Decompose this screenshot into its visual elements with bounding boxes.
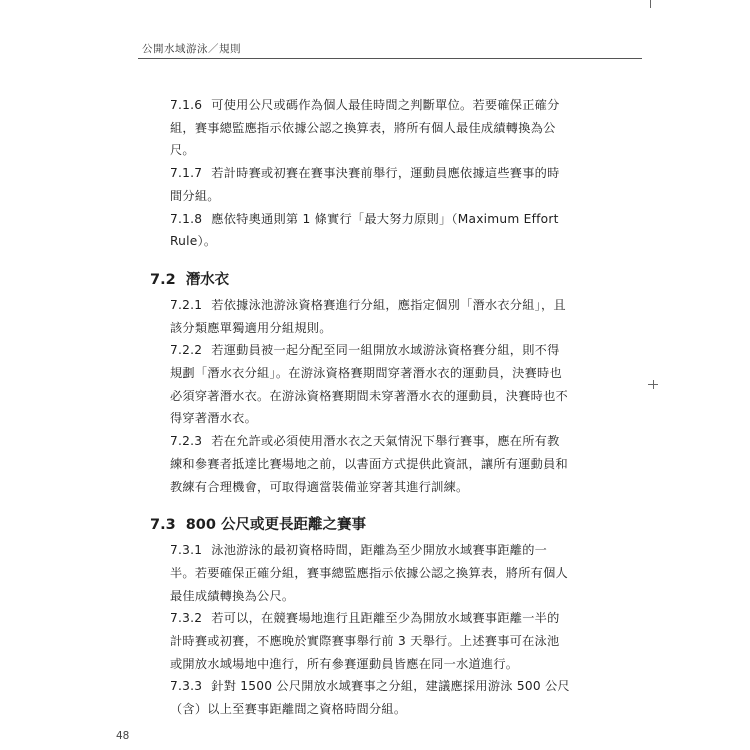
- rule-item: [150, 208, 570, 253]
- header-rule: [138, 58, 642, 59]
- rule-item: [150, 607, 570, 675]
- page-body: [150, 94, 570, 721]
- section-number: 7.2: [150, 271, 176, 288]
- rule-number: 7.3.2: [170, 611, 203, 626]
- rule-text: 針對 1500 公尺開放水域賽事之分組，建議應採用游泳 500 公尺（含）以上至賽事距離間之資格時間分組。: [170, 679, 570, 717]
- rule-item: [150, 94, 570, 162]
- rule-number: 7.1.8: [170, 211, 203, 226]
- rule-item: [150, 430, 570, 498]
- rule-number: 7.2.1: [170, 297, 203, 312]
- rule-number: 7.2.3: [170, 434, 203, 449]
- section-heading: [150, 514, 570, 536]
- rule-text: 若依據泳池游泳資格賽進行分組，應指定個別「潛水衣分組」，且該分類應單獨適用分組規則。: [170, 297, 566, 335]
- rule-text: 可使用公尺或碼作為個人最佳時間之判斷單位。若要確保正確分組，賽事總監應指示依據公認之換算表，將所有個人最佳成績轉換為公尺。: [170, 98, 560, 158]
- rule-item: [150, 675, 570, 720]
- rule-text: 若在允許或必須使用潛水衣之天氣情況下舉行賽事，應在所有教練和參賽者抵達比賽場地之前，以書面方式提供此資訊，讓所有運動員和教練有合理機會，可取得適當裝備並穿著其進行訓練。: [170, 434, 568, 494]
- rule-text: 若運動員被一起分配至同一組開放水域游泳資格賽分組，則不得規劃「潛水衣分組」。在游泳資格賽期間穿著潛水衣的運動員，決賽時也必須穿著潛水衣。在游泳資格賽期間未穿著潛水衣的運動員，決賽時也不得穿著潛水衣。: [170, 343, 568, 426]
- rule-number: 7.3.1: [170, 543, 203, 558]
- rule-text: 若計時賽或初賽在賽事決賽前舉行，運動員應依據這些賽事的時間分組。: [170, 166, 560, 203]
- section-title: 800 公尺或更長距離之賽事: [185, 517, 367, 534]
- rule-item: [150, 294, 570, 339]
- rule-number: 7.3.3: [170, 679, 203, 694]
- rule-number: 7.1.6: [170, 98, 203, 112]
- rule-item: [150, 339, 570, 430]
- section-heading: [150, 269, 570, 291]
- rule-item: [150, 162, 570, 207]
- crop-mark: [650, 0, 651, 8]
- rule-number: 7.2.2: [170, 343, 203, 358]
- rule-text: 若可以，在競賽場地進行且距離至少為開放水域賽事距離一半的計時賽或初賽，不應晚於實際賽事舉行前 3 天舉行。上述賽事可在泳池或開放水域場地中進行，所有參賽運動員皆應在同一水道進行。: [170, 611, 560, 671]
- section-title: 潛水衣: [185, 271, 230, 288]
- rule-number: 7.1.7: [170, 166, 203, 181]
- page-number: 48: [116, 730, 130, 742]
- rule-text: 應依特奧通則第 1 條實行「最大努力原則」（Maximum Effort Rule）。: [170, 211, 559, 249]
- rule-item: [150, 539, 570, 607]
- section-number: 7.3: [150, 517, 176, 534]
- rule-text: 泳池游泳的最初資格時間，距離為至少開放水域賽事距離的一半。若要確保正確分組，賽事總監應指示依據公認之換算表，將所有個人最佳成績轉換為公尺。: [170, 543, 568, 603]
- registration-mark: [653, 380, 654, 389]
- running-header: 公開水域游泳／規則: [142, 43, 241, 55]
